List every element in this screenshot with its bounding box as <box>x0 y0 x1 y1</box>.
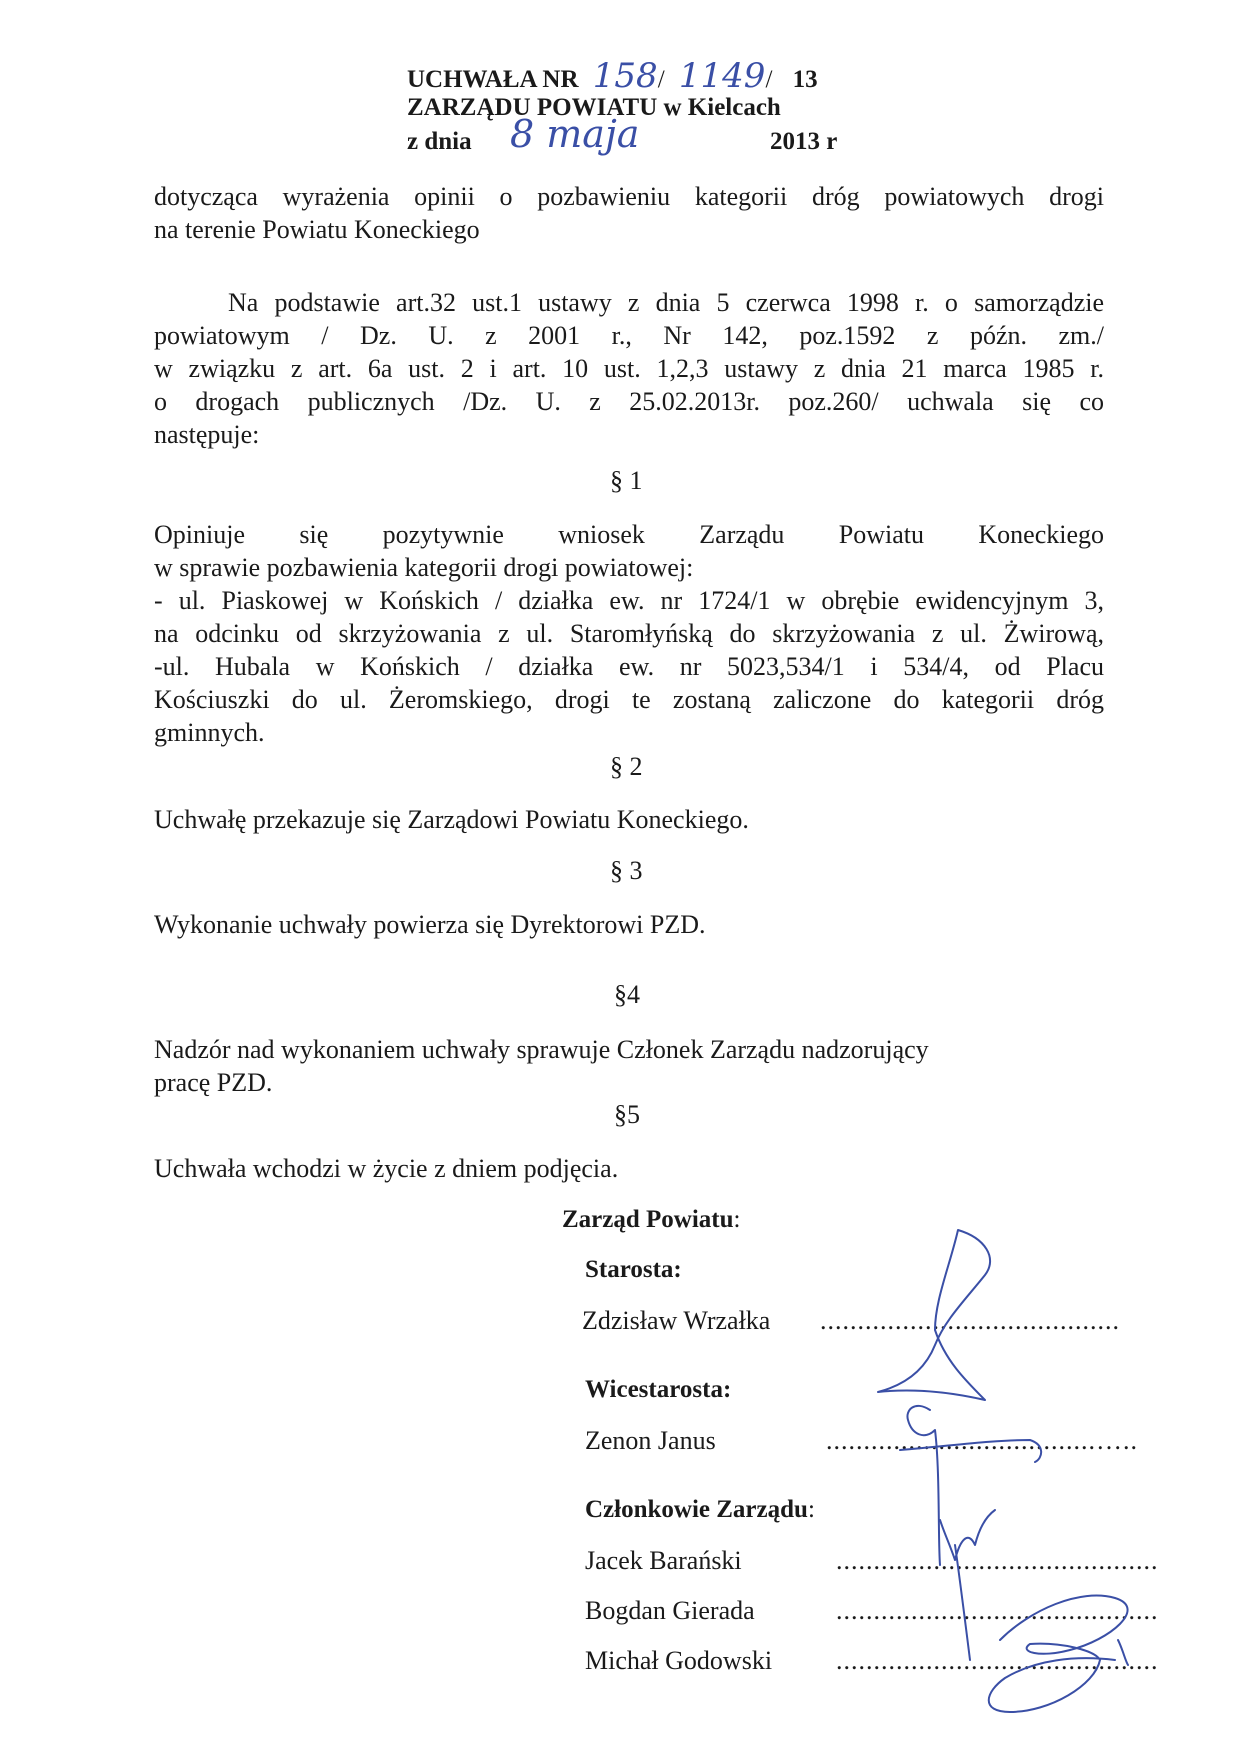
section-5-text: Uchwała wchodzi w życie z dniem podjęcia. <box>154 1154 619 1183</box>
resolution-date-handwritten: 8 maja <box>510 112 640 156</box>
section-1-line-7: gminnych. <box>154 718 265 747</box>
section-4-line-1: Nadzór nad wykonaniem uchwały sprawuje Członek Zarządu nadzorujący <box>154 1035 929 1064</box>
section-4-line-2: pracę PZD. <box>154 1068 273 1097</box>
section-3-title: § 3 <box>610 856 643 885</box>
preamble-line-3: w związku z art. 6a ust. 2 i art. 10 ust. 1,2,3 ustawy z dnia 21 marca 1985 r. <box>154 354 1104 383</box>
resolution-number-handwritten-2: 1149 <box>678 56 766 96</box>
section-1-line-5: -ul. Hubala w Końskich / działka ew. nr 5023,534/1 i 534/4, od Placu <box>154 652 1104 681</box>
member-1-signature-line: ........................................... <box>836 1546 1159 1575</box>
signature-member-1-icon <box>940 1510 995 1660</box>
member-1-name: Jacek Barański <box>585 1546 742 1575</box>
wicestarosta-signature-line: ....................................….. <box>826 1426 1138 1455</box>
preamble-line-1: Na podstawie art.32 ust.1 ustawy z dnia 5 czerwca 1998 r. o samorządzie <box>228 288 1104 317</box>
starosta-name: Zdzisław Wrzałka <box>582 1306 771 1335</box>
member-3-signature-line: ........................................... <box>836 1646 1159 1675</box>
board-title <box>562 1206 740 1234</box>
section-1-title: § 1 <box>610 466 643 495</box>
board-title-text: Zarząd Powiatu <box>562 1206 734 1233</box>
resolution-number-handwritten-1: 158 <box>592 56 658 96</box>
resolution-number-separator-1: / <box>657 66 665 93</box>
section-2-title: § 2 <box>610 752 643 781</box>
subject-line-2: na terenie Powiatu Koneckiego <box>154 215 480 244</box>
section-1-line-1: Opiniuje się pozytywnie wniosek Zarządu Powiatu Koneckiego <box>154 520 1104 549</box>
subject-line-1: dotycząca wyrażenia opinii o pozbawieniu kategorii dróg powiatowych drogi <box>154 182 1104 211</box>
resolution-date-prefix: z dnia <box>407 128 472 155</box>
starosta-label: Starosta: <box>585 1256 682 1283</box>
board-title-colon: : <box>733 1206 741 1233</box>
member-2-name: Bogdan Gierada <box>585 1596 755 1625</box>
section-1-line-2: w sprawie pozbawienia kategorii drogi powiatowej: <box>154 553 694 582</box>
starosta-signature-line: ........................................ <box>820 1306 1120 1335</box>
member-2-signature-line: ........................................... <box>836 1596 1159 1625</box>
section-5-title: §5 <box>614 1100 640 1129</box>
members-label-colon: : <box>807 1496 815 1523</box>
resolution-number-separator-2: / <box>765 66 773 93</box>
resolution-number-line <box>407 56 818 96</box>
resolution-number-prefix: UCHWAŁA NR <box>407 66 579 93</box>
section-1-line-6: Kościuszki do ul. Żeromskiego, drogi te zostaną zaliczone do kategorii dróg <box>154 685 1104 714</box>
section-4-title: §4 <box>614 980 640 1009</box>
member-3-name: Michał Godowski <box>585 1646 773 1675</box>
resolution-issuer: ZARZĄDU POWIATU w Kielcach <box>407 94 781 121</box>
section-1-line-4: na odcinku od skrzyżowania z ul. Staromłyńską do skrzyżowania z ul. Żwirową, <box>154 619 1104 648</box>
section-2-text: Uchwałę przekazuje się Zarządowi Powiatu Koneckiego. <box>154 805 749 834</box>
resolution-date-year: 2013 r <box>770 128 838 155</box>
members-label <box>585 1496 815 1524</box>
preamble-line-2: powiatowym / Dz. U. z 2001 r., Nr 142, poz.1592 z późn. zm./ <box>154 321 1104 350</box>
preamble-line-4: o drogach publicznych /Dz. U. z 25.02.2013r. poz.260/ uchwala się co <box>154 387 1104 416</box>
wicestarosta-name: Zenon Janus <box>585 1426 716 1455</box>
preamble-line-5: następuje: <box>154 420 260 449</box>
members-label-text: Członkowie Zarządu <box>585 1496 808 1523</box>
section-1-line-3: - ul. Piaskowej w Końskich / działka ew. nr 1724/1 w obrębie ewidencyjnym 3, <box>154 586 1104 615</box>
wicestarosta-label: Wicestarosta: <box>585 1376 732 1403</box>
section-3-text: Wykonanie uchwały powierza się Dyrektorowi PZD. <box>154 910 706 939</box>
resolution-number-year: 13 <box>792 66 818 93</box>
